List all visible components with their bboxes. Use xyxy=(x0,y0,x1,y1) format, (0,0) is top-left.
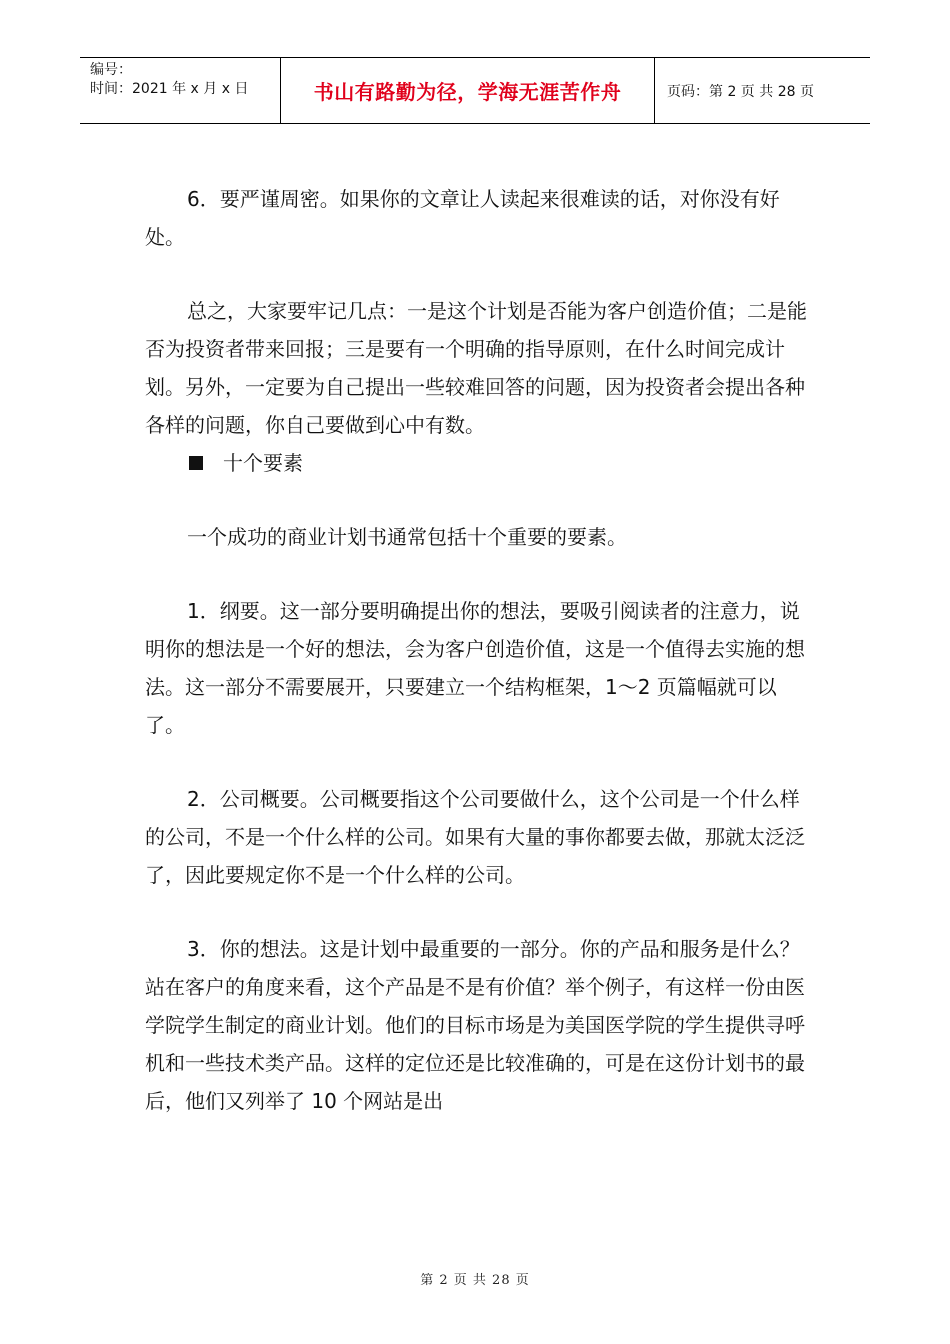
paragraph-company-overview: 2．公司概要。公司概要指这个公司要做什么，这个公司是一个什么样的公司，不是一个什么样的公司。如果有大量的事你都要去做，那就太泛泛了，因此要规定你不是一个什么样的公司。 xyxy=(145,787,805,887)
paragraph-outline: 1．纲要。这一部分要明确提出你的想法，要吸引阅读者的注意力，说明你的想法是一个好的想法，会为客户创造价值，这是一个值得去实施的想法。这一部分不需要展开，只要建立一个结构框架，1～2 页篇幅就可以了。 xyxy=(145,599,805,737)
square-bullet-icon xyxy=(189,456,203,470)
document-time-label: 时间：2021 年 x 月 x 日 xyxy=(90,81,249,97)
section-heading xyxy=(145,444,815,482)
paragraph-summary: 总之，大家要牢记几点：一是这个计划是否能为客户创造价值；二是能否为投资者带来回报；三是要有一个明确的指导原则，在什么时间完成计划。另外，一定要为自己提出一些较难回答的问题，因为投资者会提出各种各样的问题，你自己要做到心中有数。 xyxy=(145,299,807,437)
paragraph-rigorous: 6．要严谨周密。如果你的文章让人读起来很难读的话，对你没有好处。 xyxy=(145,187,780,249)
paragraph-intro: 一个成功的商业计划书通常包括十个重要的要素。 xyxy=(187,525,627,549)
paragraph-your-idea: 3．你的想法。这是计划中最重要的一部分。你的产品和服务是什么？站在客户的角度来看，这个产品是不是有价值？举个例子，有这样一份由医学院学生制定的商业计划。他们的目标市场是为美国医学院的学生提供寻呼机和一些技术类产品。这样的定位还是比较准确的，可是在这份计划书的最后，他们又列举了 10 个网站是出 xyxy=(145,937,805,1113)
page-header xyxy=(80,57,870,124)
header-page-info: 页码：第 2 页 共 28 页 xyxy=(667,83,814,100)
header-meta xyxy=(80,58,281,123)
document-number-label: 编号： xyxy=(90,62,132,78)
section-heading-text: 十个要素 xyxy=(223,451,303,475)
header-motto: 书山有路勤为径，学海无涯苦作舟 xyxy=(281,58,655,123)
page-footer: 第 2 页 共 28 页 xyxy=(420,1273,530,1288)
document-body xyxy=(145,180,815,1120)
